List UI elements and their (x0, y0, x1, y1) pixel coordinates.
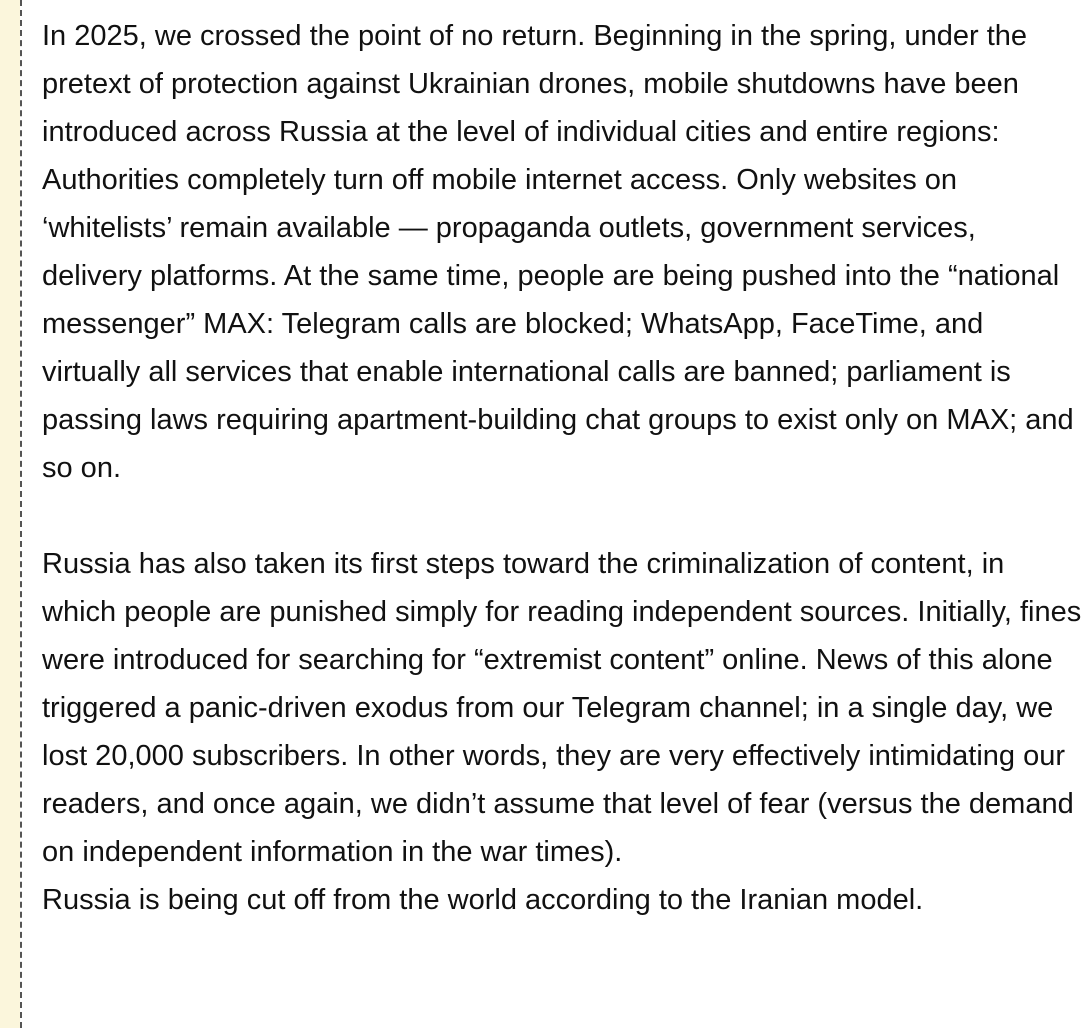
paragraph-criminalization: Russia has also taken its first steps toward the criminalization of content, in which people are punished simply for reading independent sources. Initially, fines were introduced for searching for “extremist content” online. News of this alone triggered a panic-driven exodus from our Telegram channel; in a single day, we lost 20,000 subscribers. In other words, they are very effectively intimidating our readers, and once again, we didn’t assume that level of fear (versus the demand on independent information in the war times). (42, 548, 1082, 868)
paragraph-spacer (42, 492, 1082, 540)
margin-strip (0, 0, 20, 1028)
paragraph-iranian-model: Russia is being cut off from the world according to the Iranian model. (42, 884, 924, 916)
article-body (42, 12, 1082, 924)
dashed-margin-rule (20, 0, 22, 1028)
paragraph-mobile-shutdowns: In 2025, we crossed the point of no return. Beginning in the spring, under the pretext of protection against Ukrainian drones, mobile shutdowns have been introduced across Russia at the level of individual cities and entire regions: Authorities completely turn off mobile internet access. Only websites on ‘whitelists’ remain available — propaganda outlets, government services, delivery platforms. At the same time, people are being pushed into the “national messenger” MAX: Telegram calls are blocked; WhatsApp, FaceTime, and virtually all services that enable international calls are banned; parliament is passing laws requiring apartment-building chat groups to exist only on MAX; and so on. (42, 20, 1074, 484)
